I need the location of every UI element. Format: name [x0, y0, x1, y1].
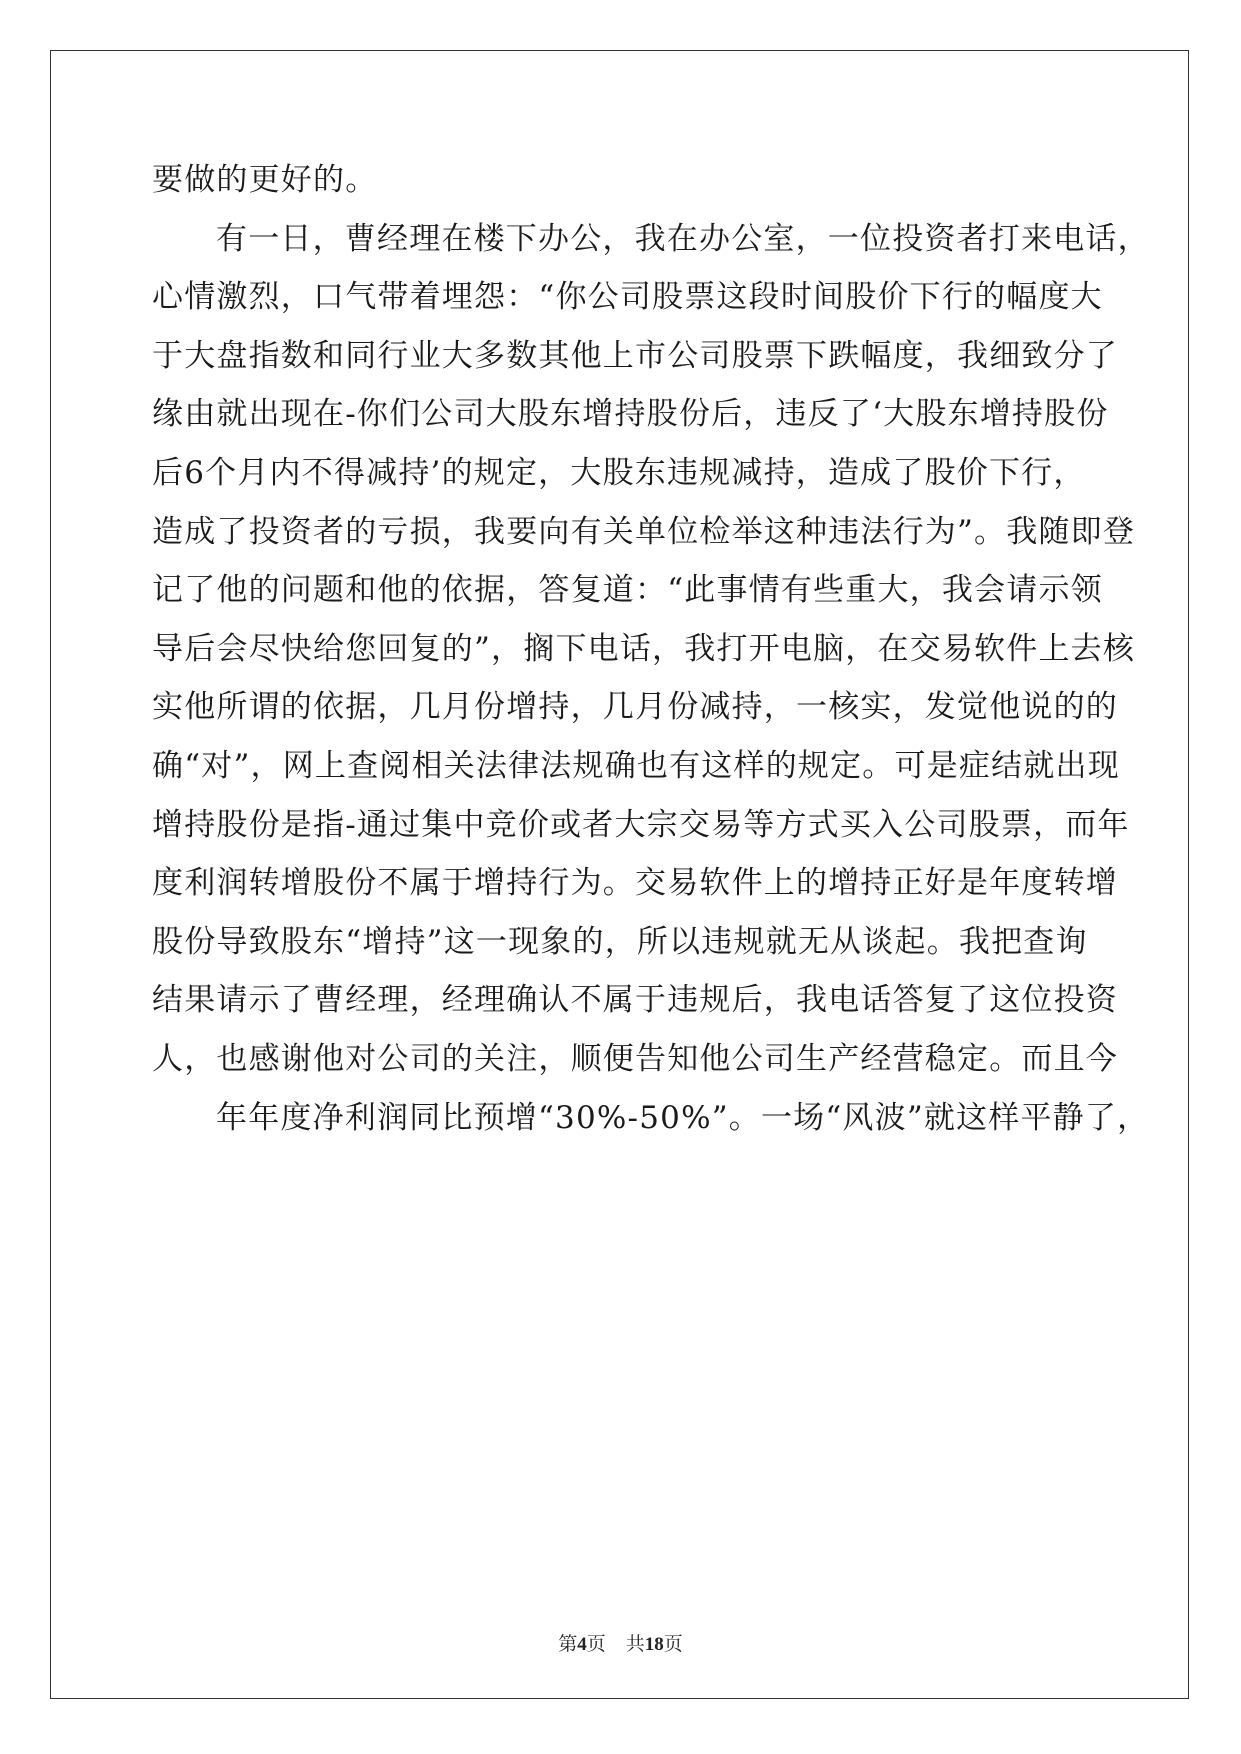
- text-line: 心情激烈，口气带着埋怨：“你公司股票这段时间股价下行的幅度大: [152, 279, 1103, 316]
- page-footer: [0, 1632, 1241, 1657]
- footer-page-suffix: 页: [586, 1633, 606, 1655]
- text-line: 结果请示了曹经理，经理确认不属于违规后，我电话答复了这位投资: [152, 982, 1118, 1019]
- footer-page-prefix: 第: [558, 1633, 578, 1655]
- text-line: 后6个月内不得减持’的规定，大股东违规减持，造成了股价下行，: [152, 454, 1086, 491]
- footer-page-number: 4: [577, 1634, 587, 1655]
- text-line: 要做的更好的。: [152, 162, 378, 198]
- text-line: 年年度净利润同比预增“30%-50%”。一场“风波”就这样平静了，: [216, 1099, 1150, 1136]
- text-line: 造成了投资者的亏损，我要向有关单位检举这种违法行为”。我随即登: [152, 513, 1136, 550]
- text-line: 记了他的问题和他的依据，答复道：“此事情有些重大，我会请示领: [152, 572, 1103, 609]
- footer-total-prefix: 共: [625, 1633, 645, 1655]
- text-line: 有一日，曹经理在楼下办公，我在办公室，一位投资者打来电话，: [216, 220, 1150, 257]
- text-line: 股份导致股东“增持”这一现象的，所以违规就无从谈起。我把查询: [152, 923, 1088, 960]
- text-line: 缘由就出现在-你们公司大股东增持股份后，违反了‘大股东增持股份: [152, 396, 1109, 433]
- text-line: 导后会尽快给您回复的”，搁下电话，我打开电脑，在交易软件上去核: [152, 630, 1136, 667]
- document-body: [152, 160, 1150, 1156]
- footer-total-pages: 18: [644, 1634, 664, 1655]
- text-line: 增持股份是指-通过集中竞价或者大宗交易等方式买入公司股票，而年: [152, 806, 1130, 843]
- text-line: 确“对”，网上查阅相关法律法规确也有这样的规定。可是症结就出现: [152, 747, 1120, 784]
- text-line: 人，也感谢他对公司的关注，顺便告知他公司生产经营稳定。而且今: [152, 1040, 1118, 1077]
- text-line: 于大盘指数和同行业大多数其他上市公司股票下跌幅度，我细致分了: [152, 337, 1118, 374]
- text-line: 度利润转增股份不属于增持行为。交易软件上的增持正好是年度转增: [152, 865, 1118, 902]
- text-line: 实他所谓的依据，几月份增持，几月份减持，一核实，发觉他说的的: [152, 689, 1118, 726]
- footer-total-suffix: 页: [663, 1633, 683, 1655]
